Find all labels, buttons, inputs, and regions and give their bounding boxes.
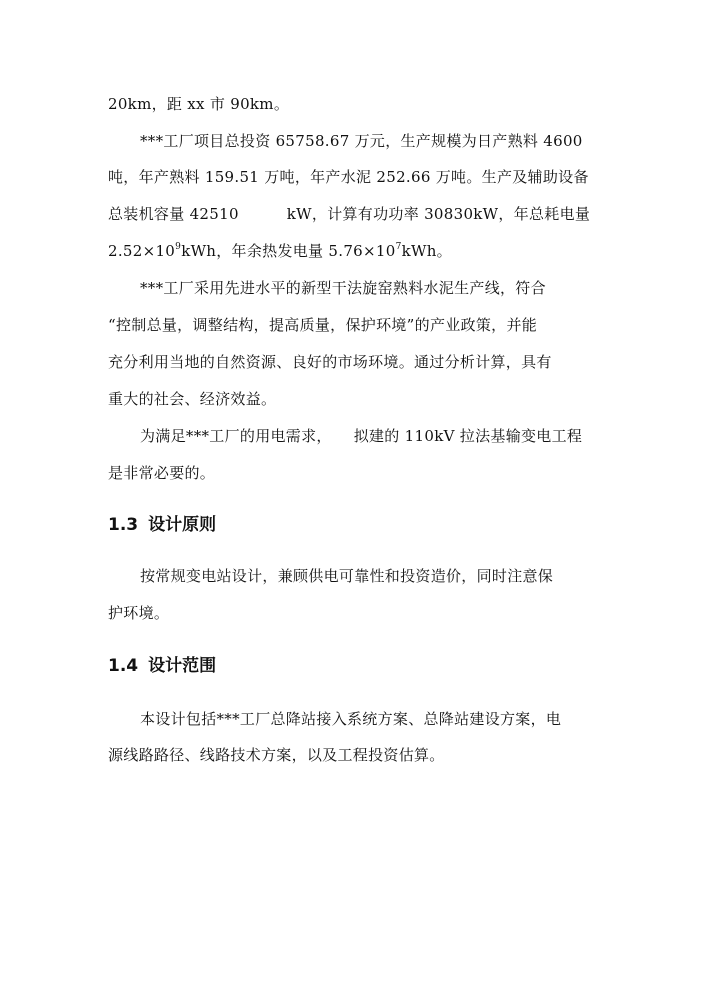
scope-line-2 bbox=[108, 745, 445, 765]
principle-line-1 bbox=[140, 566, 553, 586]
section-title-1-3: 设计原则 bbox=[148, 515, 217, 535]
section-number-1-4: 1.4 bbox=[108, 656, 139, 676]
need-line-2 bbox=[108, 463, 215, 483]
investment-text-2: 吨，年产熟料 159.51 万吨，年产水泥 252.66 万吨。生产及辅助设备 bbox=[108, 168, 589, 186]
generation-exponent: 7 bbox=[395, 242, 402, 252]
process-text-3: 充分利用当地的自然资源、良好的市场环境。通过分析计算，具有 bbox=[108, 353, 552, 371]
process-line-1 bbox=[140, 278, 546, 298]
investment-line-2 bbox=[108, 167, 589, 187]
need-text-2: 是非常必要的。 bbox=[108, 464, 216, 482]
need-text-b: 拟建的 110kV 拉法基输变电工程 bbox=[353, 427, 583, 445]
process-text-2: “控制总量，调整结构，提高质量，保护环境”的产业政策，并能 bbox=[108, 316, 538, 334]
generation-base: kWh，年余热发电量 5.76×10 bbox=[181, 242, 396, 260]
principle-text-1: 按常规变电站设计，兼顾供电可靠性和投资造价，同时注意保 bbox=[140, 567, 554, 585]
investment-line-1 bbox=[140, 131, 583, 151]
investment-line-4 bbox=[108, 241, 452, 261]
intro-line bbox=[108, 94, 289, 114]
section-title-1-4: 设计范围 bbox=[148, 656, 217, 676]
scope-text-1: 本设计包括***工厂总降站接入系统方案、总降站建设方案，电 bbox=[140, 710, 562, 728]
need-text-a: 为满足***工厂的用电需求， bbox=[140, 427, 332, 445]
investment-line-3 bbox=[108, 204, 590, 224]
investment-power-text: kW，计算有功功率 30830kW，年总耗电量 bbox=[286, 205, 591, 223]
principle-text-2: 护环境。 bbox=[108, 604, 170, 622]
intro-text: 20km，距 xx 市 90km。 bbox=[108, 95, 290, 113]
principle-line-2 bbox=[108, 603, 169, 623]
scope-text-2: 源线路路径、线路技术方案，以及工程投资估算。 bbox=[108, 746, 445, 764]
scope-line-1 bbox=[140, 709, 561, 729]
investment-capacity-text: 总装机容量 42510 bbox=[108, 205, 239, 223]
process-text-1: ***工厂采用先进水平的新型干法旋窑熟料水泥生产线，符合 bbox=[140, 279, 546, 297]
process-line-2 bbox=[108, 315, 537, 335]
process-text-4: 重大的社会、经济效益。 bbox=[108, 390, 277, 408]
need-line-1 bbox=[140, 426, 582, 446]
consumption-exponent: 9 bbox=[175, 242, 182, 252]
section-number-1-3: 1.3 bbox=[108, 515, 139, 535]
process-line-3 bbox=[108, 352, 552, 372]
section-heading-1-4 bbox=[108, 655, 216, 677]
generation-unit: kWh。 bbox=[401, 242, 452, 260]
investment-text-1: ***工厂项目总投资 65758.67 万元，生产规模为日产熟料 4600 bbox=[140, 132, 583, 150]
process-line-4 bbox=[108, 389, 276, 409]
section-heading-1-3 bbox=[108, 514, 216, 536]
consumption-base: 2.52×10 bbox=[108, 242, 176, 260]
